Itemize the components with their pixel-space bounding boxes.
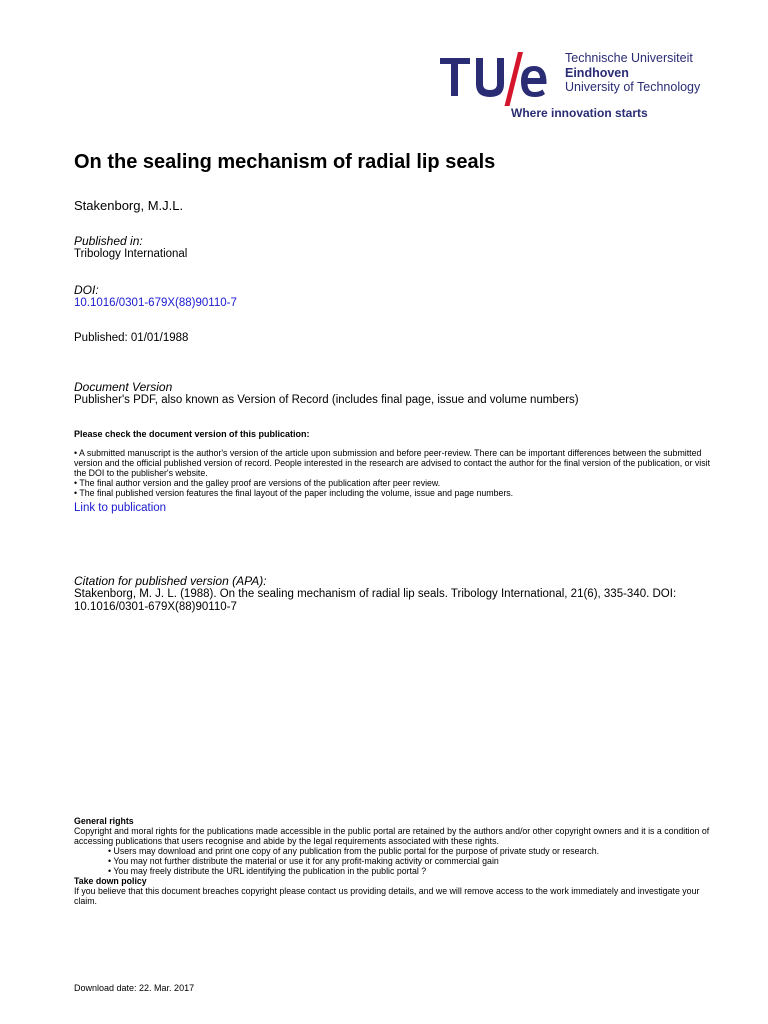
published-in-value: Tribology International bbox=[74, 248, 188, 260]
document-version-label: Document Version bbox=[74, 380, 173, 394]
rights-section bbox=[74, 816, 724, 906]
university-name bbox=[565, 51, 700, 95]
citation-value: Stakenborg, M. J. L. (1988). On the sealing mechanism of radial lip seals. Tribology International, 21(6), 335-340. DOI: 10.1016/0301-679X(88)90110-7 bbox=[74, 588, 677, 613]
citation-label: Citation for published version (APA): bbox=[74, 574, 267, 588]
link-to-publication[interactable]: Link to publication bbox=[74, 502, 167, 514]
list-item: • A submitted manuscript is the author's version of the article upon submission and before peer-review. There can be important differences between the submitted version and the official published version of record. People interested in the research are advised to contact the author for the final version of the publication, or visit the DOI to the publisher's website. bbox=[74, 448, 711, 478]
doi-link[interactable]: 10.1016/0301-679X(88)90110-7 bbox=[74, 297, 237, 309]
author: Stakenborg, M.J.L. bbox=[74, 198, 184, 213]
tue-logo bbox=[438, 40, 738, 130]
university-name-line1: Technische Universiteit bbox=[565, 51, 693, 65]
doi-label: DOI: bbox=[74, 283, 99, 297]
take-down-heading: Take down policy bbox=[74, 876, 147, 886]
doi-section bbox=[74, 284, 237, 310]
list-item: • You may freely distribute the URL identifying the publication in the public portal ? bbox=[108, 866, 427, 876]
check-notice-heading: Please check the document version of this publication: bbox=[74, 429, 310, 439]
list-item: • Users may download and print one copy of any publication from the public portal for the purpose of private study or research. bbox=[108, 846, 600, 856]
download-date: Download date: 22. Mar. 2017 bbox=[74, 983, 195, 993]
published-in-section bbox=[74, 235, 187, 261]
list-item: • The final published version features the final layout of the paper including the volume, issue and page numbers. bbox=[74, 488, 514, 498]
check-notice-list bbox=[74, 448, 724, 498]
list-item: • You may not further distribute the material or use it for any profit-making activity or commercial gain bbox=[108, 856, 499, 866]
take-down-text: If you believe that this document breaches copyright please contact us providing details, and we will remove access to the work immediately and investigate your claim. bbox=[74, 886, 700, 906]
published-date: Published: 01/01/1988 bbox=[74, 332, 189, 344]
logo-tagline: Where innovation starts bbox=[511, 106, 648, 120]
list-item: • The final author version and the galley proof are versions of the publication after peer review. bbox=[74, 478, 441, 488]
document-title: On the sealing mechanism of radial lip seals bbox=[74, 151, 496, 173]
published-in-label: Published in: bbox=[74, 234, 143, 248]
university-name-line3: University of Technology bbox=[565, 80, 701, 94]
tue-logo-mark bbox=[438, 50, 556, 106]
document-version-value: Publisher's PDF, also known as Version of Record (includes final page, issue and volume numbers) bbox=[74, 394, 579, 406]
general-rights-text: Copyright and moral rights for the publications made accessible in the public portal are retained by the authors and/or other copyright owners and it is a condition of accessing publications that users recognise and abide by the legal requirements associated with these rights. bbox=[74, 826, 710, 846]
citation-section bbox=[74, 575, 704, 614]
general-rights-heading: General rights bbox=[74, 816, 134, 826]
general-rights-list bbox=[74, 846, 724, 876]
university-name-line2: Eindhoven bbox=[565, 65, 629, 80]
document-version-section bbox=[74, 381, 579, 407]
